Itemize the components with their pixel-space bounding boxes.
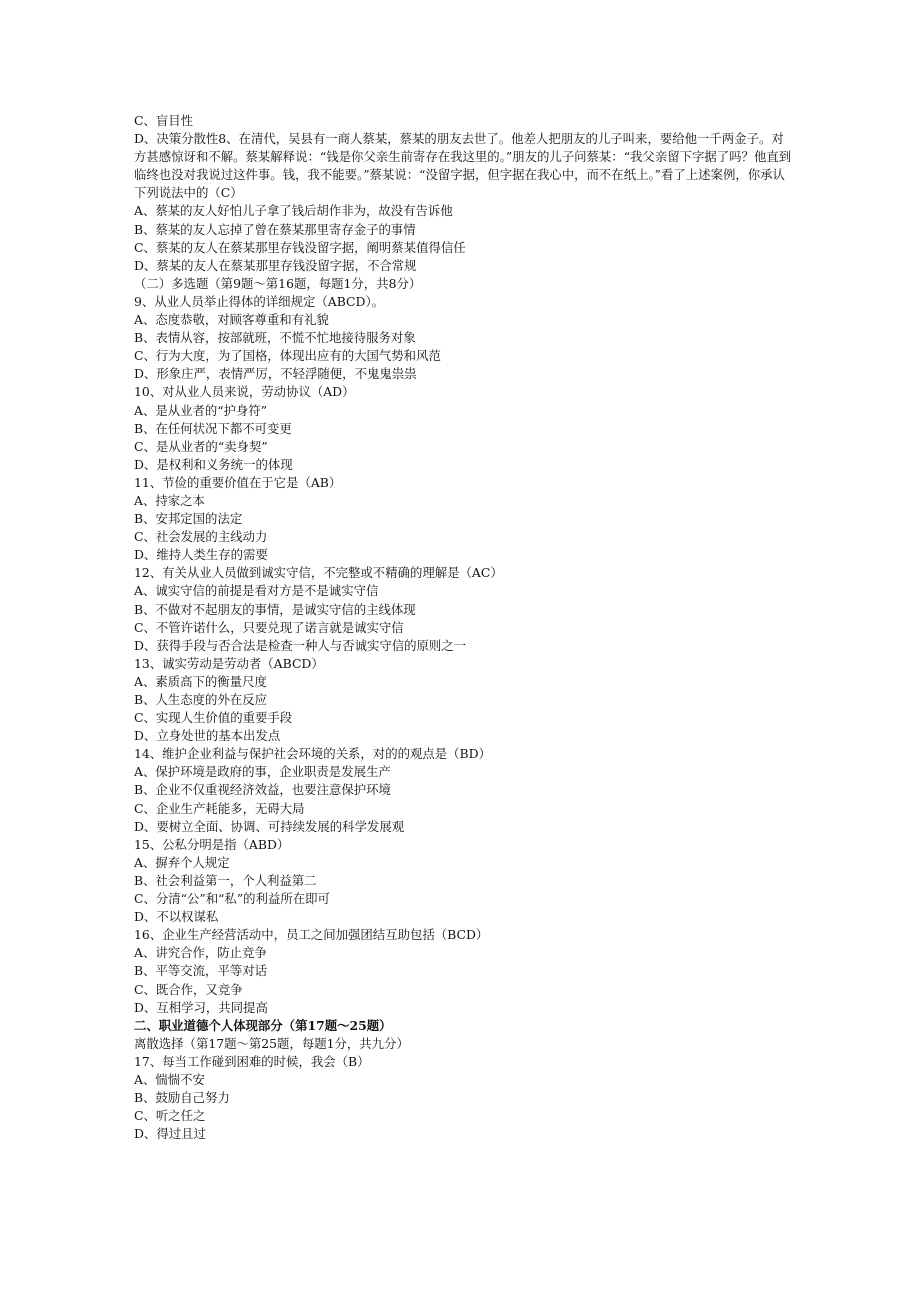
option-line: C、行为大度，为了国格，体现出应有的大国气势和风范 [134, 348, 441, 364]
option-line: B、平等交流，平等对话 [134, 963, 268, 979]
option-line: A、态度恭敬，对顾客尊重和有礼貌 [134, 312, 329, 328]
option-line: C、蔡某的友人在蔡某那里存钱没留字据，阐明蔡某值得信任 [134, 239, 466, 255]
question-line: 9、从业人员举止得体的详细规定（ABCD）。 [134, 293, 385, 309]
option-line: A、蔡某的友人好怕儿子拿了钱后胡作非为，故没有告诉他 [134, 203, 453, 219]
option-line: A、持家之本 [134, 492, 205, 508]
section-subtitle: 离散选择（第17题～第25题，每题1分，共九分） [134, 1035, 409, 1051]
text-line: C、盲目性 [134, 113, 194, 128]
option-line: C、不管许诺什么，只要兑现了诺言就是诚实守信 [134, 619, 404, 635]
option-line: A、讲究合作，防止竞争 [134, 945, 267, 961]
option-line: A、素质高下的衡量尺度 [134, 673, 267, 689]
document-page [134, 112, 794, 1143]
option-line: C、既合作，又竞争 [134, 981, 243, 997]
option-line: D、获得手段与否合法是检查一种人与否诚实守信的原则之一 [134, 637, 467, 653]
option-line: B、蔡某的友人忘掉了曾在蔡某那里寄存金子的事情 [134, 221, 416, 237]
option-line: B、人生态度的外在反应 [134, 692, 268, 707]
option-line: D、要树立全面、协调、可持续发展的科学发展观 [134, 818, 405, 834]
option-line: C、是从业者的“卖身契” [134, 438, 268, 454]
option-line: C、实现人生价值的重要手段 [134, 710, 293, 726]
option-line: A、是从业者的“护身符” [134, 402, 268, 418]
option-line: C、分清“公”和“私”的利益所在即可 [134, 891, 330, 907]
question-8-text: D、决策分散性8、在清代，吴县有一商人蔡某，蔡某的朋友去世了。他差人把朋友的儿子叫来，要给他一千两金子。对方甚感惊讶和不解。蔡某解释说：“钱是你父亲生前寄存在我这里的。”朋友的儿子问蔡某：“我父亲留下字据了吗？他直到临终也没对我说过这件事。钱，我不能要。”蔡某说：“没留字据，但字据在我心中，而不在纸上。”看了上述案例，你承认下列说法中的（C） [134, 131, 792, 201]
option-line: A、惴惴不安 [134, 1071, 205, 1087]
option-line: D、形象庄严，表情严厉，不轻浮随便，不鬼鬼祟祟 [134, 366, 417, 382]
option-line: D、得过且过 [134, 1126, 206, 1142]
option-line: A、诚实守信的前提是看对方是不是诚实守信 [134, 583, 379, 599]
option-line: B、鼓励自己努力 [134, 1090, 230, 1106]
option-line: C、企业生产耗能多，无碍大局 [134, 800, 305, 816]
option-line: B、企业不仅重视经济效益，也要注意保护环境 [134, 782, 391, 798]
option-line: D、不以权谋私 [134, 909, 219, 925]
question-line: 12、有关从业人员做到诚实守信，不完整或不精确的理解是（AC） [134, 565, 503, 581]
option-line: A、保护环境是政府的事，企业职责是发展生产 [134, 764, 391, 780]
option-line: D、维持人类生存的需要 [134, 547, 268, 563]
option-line: D、立身处世的基本出发点 [134, 728, 281, 744]
option-line: D、互相学习，共同提高 [134, 999, 268, 1015]
option-line: B、不做对不起朋友的事情，是诚实守信的主线体现 [134, 601, 416, 617]
section-heading: 二、职业道德个人体现部分（第17题～25题） [134, 1017, 392, 1033]
question-line: 14、维护企业利益与保护社会环境的关系，对的的观点是（BD） [134, 746, 491, 762]
option-line: B、表情从容，按部就班，不慌不忙地接待服务对象 [134, 330, 416, 346]
option-line: B、社会利益第一，个人利益第二 [134, 872, 317, 888]
question-line: 15、公私分明是指（ABD） [134, 836, 290, 852]
option-line: B、安邦定国的法定 [134, 511, 243, 527]
option-line: B、在任何状况下都不可变更 [134, 420, 292, 436]
question-line: 10、对从业人员来说，劳动协议（AD） [134, 384, 355, 400]
option-line: C、社会发展的主线动力 [134, 529, 268, 545]
question-line: 11、节俭的重要价值在于它是（AB） [134, 474, 342, 490]
option-line: D、蔡某的友人在蔡某那里存钱没留字据，不合常规 [134, 257, 417, 273]
section-subtitle: （二）多选题（第9题～第16题，每题1分，共8分） [134, 275, 422, 291]
question-line: 17、每当工作碰到困难的时候，我会（B） [134, 1053, 370, 1069]
option-line: D、是权利和义务统一的体现 [134, 456, 293, 472]
option-line: C、听之任之 [134, 1108, 206, 1124]
question-line: 13、诚实劳动是劳动者（ABCD） [134, 655, 324, 671]
question-line: 16、企业生产经营活动中，员工之间加强团结互助包括（BCD） [134, 927, 489, 943]
option-line: A、摒弃个人规定 [134, 854, 230, 870]
